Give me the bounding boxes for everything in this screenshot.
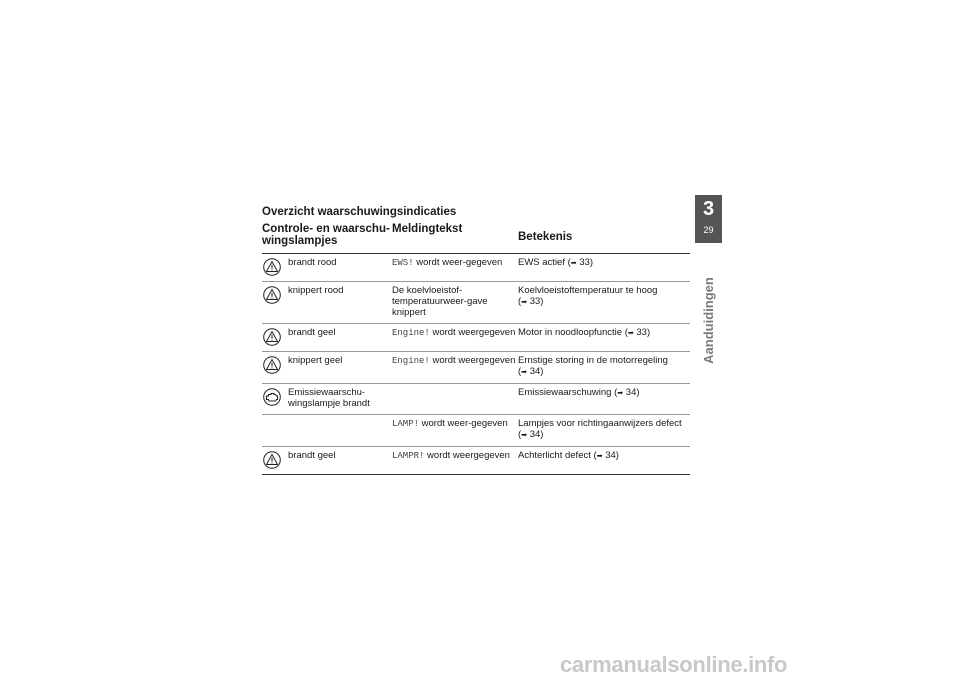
- message-text: [392, 418, 518, 441]
- chapter-tab: [695, 195, 722, 243]
- reference-page: 34: [625, 387, 637, 398]
- lamp-condition: brandt rood: [288, 257, 337, 268]
- page-reference: (➡ 33): [624, 327, 651, 338]
- meaning-description: Koelvloeistoftemperatuur te hoog: [518, 285, 658, 296]
- meaning-description: Lampjes voor richtingaanwijzers defect: [518, 418, 682, 429]
- lamp-condition: knippert geel: [288, 355, 343, 366]
- meaning-text: [518, 355, 690, 378]
- meaning-text: [518, 418, 690, 441]
- table-row: [262, 324, 690, 352]
- table-row: [262, 254, 690, 282]
- lamp-condition: brandt geel: [288, 450, 336, 461]
- watermark: carmanualsonline.info: [560, 652, 788, 677]
- table-header: [262, 223, 690, 254]
- lamp-condition: knippert rood: [288, 285, 344, 296]
- warning-triangle-icon: [262, 355, 288, 378]
- message-description: wordt weergegeven: [429, 327, 516, 338]
- reference-page: 34: [529, 429, 541, 440]
- message-description: wordt weer-gegeven: [413, 257, 503, 268]
- warning-triangle-icon: [262, 257, 288, 276]
- message-text: [392, 387, 518, 409]
- meaning-description: Emissiewaarschuwing: [518, 387, 615, 398]
- message-code: LAMP!: [392, 419, 420, 429]
- message-text: [392, 285, 518, 318]
- meaning-text: [518, 450, 690, 469]
- reference-page: 34: [529, 366, 541, 377]
- section-label: [693, 276, 723, 364]
- meaning-description: Achterlicht defect: [518, 450, 594, 461]
- page-number: 29: [703, 225, 714, 235]
- message-code: Engine!: [392, 356, 430, 366]
- message-description: De koelvloeistof-temperatuurweer-gave knippert: [392, 285, 488, 318]
- section-name: Aanduidingen: [700, 276, 716, 364]
- page-reference: (➡ 34): [614, 387, 640, 398]
- message-description: wordt weer-gegeven: [419, 418, 508, 429]
- reference-page: 33: [529, 296, 541, 307]
- arrow-right-icon: ➡: [521, 369, 528, 376]
- message-code: LAMPR!: [392, 451, 425, 461]
- table-row: [262, 352, 690, 384]
- reference-page: 34: [605, 450, 616, 461]
- meaning-text: [518, 257, 690, 276]
- meaning-text: [518, 387, 690, 409]
- page-reference: (➡ 34): [518, 366, 544, 377]
- warning-triangle-icon: [262, 285, 288, 318]
- page-reference: (➡ 33): [518, 296, 544, 307]
- arrow-right-icon: ➡: [596, 453, 603, 460]
- page-reference: (➡ 34): [518, 429, 544, 440]
- header-message-text: Meldingtekst: [392, 223, 463, 235]
- arrow-right-icon: ➡: [570, 260, 577, 267]
- engine-emission-icon: [262, 387, 288, 409]
- meaning-description: Motor in noodloopfunctie: [518, 327, 625, 338]
- meaning-description: Ernstige storing in de motorregeling: [518, 355, 668, 366]
- message-description: wordt weergegeven: [429, 355, 516, 366]
- arrow-right-icon: ➡: [521, 432, 528, 439]
- meaning-description: EWS actief: [518, 257, 568, 268]
- table-row: [262, 415, 690, 447]
- table-row: [262, 384, 690, 415]
- message-text: [392, 355, 518, 378]
- meaning-text: [518, 327, 690, 346]
- arrow-right-icon: ➡: [617, 390, 624, 397]
- message-description: wordt weergegeven: [424, 450, 510, 461]
- message-code: EWS!: [392, 258, 414, 268]
- reference-page: 33: [636, 327, 647, 338]
- warning-triangle-icon: [262, 450, 288, 469]
- header-meaning: Betekenis: [518, 231, 573, 243]
- message-text: [392, 257, 518, 276]
- lamp-condition: brandt geel: [288, 327, 336, 338]
- arrow-right-icon: ➡: [627, 330, 634, 337]
- lamp-condition: Emissiewaarschu-wingslampje brandt: [288, 387, 370, 409]
- header-indicator-lamps: Controle- en waarschu-wingslampjes: [262, 223, 390, 247]
- message-text: [392, 450, 518, 469]
- page-reference: (➡ 34): [593, 450, 619, 461]
- table-row: [262, 447, 690, 475]
- arrow-right-icon: ➡: [521, 299, 528, 306]
- meaning-text: [518, 285, 690, 318]
- message-code: Engine!: [392, 328, 430, 338]
- chapter-number: 3: [702, 198, 715, 220]
- page-reference: (➡ 33): [567, 257, 594, 268]
- message-text: [392, 327, 518, 346]
- table-row: [262, 282, 690, 324]
- warning-overview: [262, 206, 690, 475]
- page-title: Overzicht waarschuwingsindicaties: [262, 206, 457, 218]
- reference-page: 33: [579, 257, 590, 268]
- warning-triangle-icon: [262, 327, 288, 346]
